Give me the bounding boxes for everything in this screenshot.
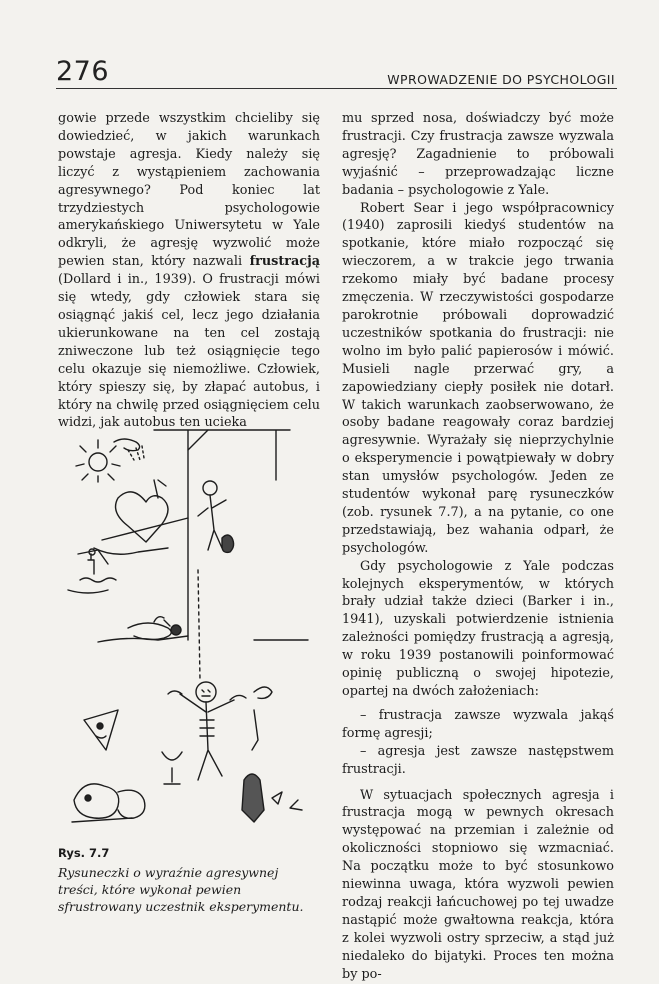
goblet-drawing	[162, 752, 182, 784]
left-paragraph-text-a: gowie przede wszystkim chcieliby się dowiedzieć, w jakich warunkach powstaje agresja. Kiedy należy się liczyć z wystąpieniem zachowania agresywnego? Pod koniec lat trzydziestych psychologowie amerykańskiego Uniwersytetu w Yale odkryli, że agresję wyzwolić może pewien stan, który nazwali	[58, 111, 320, 270]
page-number: 276	[56, 56, 110, 87]
figure-drawings	[58, 420, 320, 840]
right-paragraph-4: W sytuacjach społecznych agresja i frustracja mogą w pewnych okresach występować na przemian i zależnie od okoliczności stopniowo się wzmacniać. Na początku może to być stosunkowo niewinna uwaga, która wyzwoli pewien rodzaj reakcji łańcuchowej po tej uwadze nastąpić może gwałtowna reakcja, która z kolei wyzwoli ostry sprzeciw, a stąd już niedaleko do bijatyki. Proces ten można by po-	[342, 787, 614, 982]
bottom-creatures-drawing	[72, 774, 302, 822]
left-column	[58, 110, 320, 432]
figure-caption	[58, 846, 320, 915]
header-rule	[56, 88, 617, 89]
running-head: WPROWADZENIE DO PSYCHOLOGII	[387, 72, 615, 87]
drowning-figure-drawing	[68, 549, 116, 593]
dashed-line-drawing	[198, 570, 200, 680]
gallows-drawing	[154, 430, 308, 640]
triangle-face-drawing	[84, 710, 118, 750]
skeleton-figure-drawing	[168, 682, 272, 780]
right-paragraph-3: Gdy psychologowie z Yale podczas kolejnych eksperymentów, w których brały udział także dzieci (Barker i in., 1941), uzyskali potwierdzenie istnienia zależności pomiędzy frustracją a agresją, w roku 1939 postanowili poinformować opinię publiczną o swojej hipotezie, opartej na dwóch założeniach:	[342, 558, 614, 699]
term-frustration: frustracją	[249, 254, 320, 270]
lying-figures-drawing	[98, 617, 188, 642]
right-paragraph-1: mu sprzed nosa, doświadczy być może frustracji. Czy frustracja zawsze wyzwala agresję? Zagadnienie to próbowali wyjaśnić – przeprowadzając liczne badania – psychologowie z Yale.	[342, 111, 614, 198]
left-paragraph-text-b: (Dollard i in., 1939). O frustracji mówi się wtedy, gdy człowiek stara się osiągnąć jakiś cel, lecz jego działania ukierunkowane na ten cel zostają zniweczone lub też osiągnięcie tego celu okazuje się niemożliwe. Człowiek, który spieszy się, by złapać autobus, i który na chwilę przed osiągnięciem celu widzi, jak autobus ten ucieka	[58, 272, 320, 431]
right-column	[342, 110, 614, 984]
hypothesis-item-1: – frustracja zawsze wyzwala jakąś formę agresji;	[342, 707, 614, 741]
hypothesis-item-2: – agresja jest zawsze następstwem frustracji.	[342, 743, 614, 777]
left-paragraph	[58, 110, 320, 432]
figure-label: Rys. 7.7	[58, 846, 110, 860]
figure-caption-text: Rysuneczki o wyraźnie agresywnej treści, które wykonał pewien sfrustrowany uczestnik eksperymentu.	[58, 865, 304, 914]
right-paragraph-2: Robert Sear i jego współpracownicy (1940) zaprosili kiedyś studentów na spotkanie, które miało rozpocząć się wieczorem, a w trakcie jego trwania rzekomo miały być badane procesy zmęczenia. W rzeczywistości gospodarze parokrotnie próbowali doprowadzić uczestników spotkania do frustracji: nie wolno im było palić papierosów i mówić. Musieli nagle przerwać gry, a zapowiedziany ciepły posiłek nie dotarł. W takich warunkach zaobserwowano, że osoby badane reagowały coraz bardziej agresywnie. Wyrażały się nieprzychylnie o eksperymencie i powątpiewały w dobry stan umysłów psychologów. Jeden ze studentów wykonał parę rysuneczków (zob. rysunek 7.7), a na pytanie, co one przedstawiają, bez wahania odparł, że psychologów.	[342, 200, 614, 556]
sun-drawing	[76, 439, 144, 482]
